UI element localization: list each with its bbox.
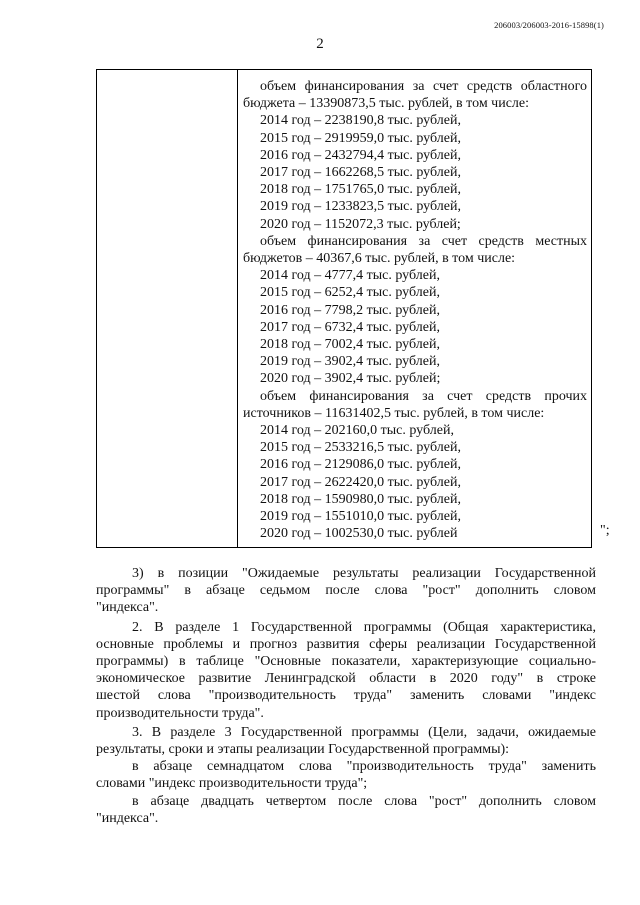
regional-year-row: 2018 год – 1751765,0 тыс. рублей, [260,182,461,198]
document-id: 206003/206003-2016-15898(1) [494,20,604,30]
other-year-row: 2015 год – 2533216,5 тыс. рублей, [260,440,461,456]
paragraph-section-2 [96,619,596,722]
other-year-row: 2014 год – 202160,0 тыс. рублей, [260,423,454,439]
local-year-row: 2014 год – 4777,4 тыс. рублей, [260,268,440,284]
paragraph-line: словами "индекс производительности труда"; [96,776,368,792]
other-year-row: 2019 год – 1551010,0 тыс. рублей, [260,509,461,525]
paragraph-line: в абзаце семнадцатом слова "производительность труда" заменить [132,759,596,775]
paragraph-line: основные проблемы и прогноз развития сферы реализации Государственной [96,636,596,652]
table-column-divider [237,70,238,547]
local-year-row: 2015 год – 6252,4 тыс. рублей, [260,285,440,301]
regional-year-row: 2017 год – 1662268,5 тыс. рублей, [260,165,461,181]
paragraph-section-3 [96,724,596,758]
other-heading-line1: объем финансирования за счет средств прочих [260,388,587,404]
regional-year-row: 2015 год – 2919959,0 тыс. рублей, [260,130,461,146]
paragraph-abzac-17 [96,758,596,792]
regional-year-row: 2016 год – 2432794,4 тыс. рублей, [260,147,461,163]
paragraph-line: "индекса". [96,810,159,826]
regional-heading-line1: объем финансирования за счет средств областного [260,79,587,94]
financing-table [96,69,592,548]
paragraph-line: в абзаце двадцать четвертом после слова "рост" дополнить словом [132,793,596,809]
paragraph-line: программы" в абзаце седьмом после слова "рост" дополнить словом [96,583,596,599]
paragraph-line: программы) в таблице "Основные показатели, характеризующие социально- [96,654,596,670]
other-year-row: 2018 год – 1590980,0 тыс. рублей, [260,491,461,507]
other-year-row: 2017 год – 2622420,0 тыс. рублей, [260,474,461,490]
paragraph-line: 2. В разделе 1 Государственной программы (Общая характеристика, [132,619,596,635]
other-year-row: 2020 год – 1002530,0 тыс. рублей [260,526,458,542]
other-year-row: 2016 год – 2129086,0 тыс. рублей, [260,457,461,473]
financing-cell [243,78,587,542]
paragraph-line: результаты, сроки и этапы реализации Государственной программы): [96,742,510,758]
local-year-row: 2018 год – 7002,4 тыс. рублей, [260,337,440,353]
paragraph-line: "индекса". [96,600,159,616]
paragraph-line: шестой слова "производительность труда" заменить словами "индекс [96,688,596,704]
local-year-row: 2019 год – 3902,4 тыс. рублей, [260,354,440,370]
other-heading-line2: источников – 11631402,5 тыс. рублей, в том числе: [243,405,545,421]
document-body [96,565,596,827]
local-heading-line1: объем финансирования за счет средств местных [260,233,587,249]
local-year-row: 2017 год – 6732,4 тыс. рублей, [260,319,440,335]
regional-year-row: 2014 год – 2238190,8 тыс. рублей, [260,113,461,129]
paragraph-line: 3. В разделе 3 Государственной программы (Цели, задачи, ожидаемые [132,724,596,740]
paragraph-line: производительности труда". [96,705,264,721]
page-number: 2 [316,36,324,52]
paragraph-item-3 [96,565,596,617]
regional-year-row: 2019 год – 1233823,5 тыс. рублей, [260,199,461,215]
paragraph-line: экономическое развитие Ленинградской области в 2020 году" в строке [96,671,596,687]
regional-heading-line2: бюджета – 13390873,5 тыс. рублей, в том числе: [243,96,530,112]
closing-quote-mark: "; [600,523,610,538]
paragraph-line: 3) в позиции "Ожидаемые результаты реализации Государственной [132,566,596,581]
paragraph-abzac-24 [96,793,596,827]
local-year-row: 2020 год – 3902,4 тыс. рублей; [260,371,441,387]
local-year-row: 2016 год – 7798,2 тыс. рублей, [260,302,440,318]
regional-year-row: 2020 год – 1152072,3 тыс. рублей; [260,216,461,232]
local-heading-line2: бюджетов – 40367,6 тыс. рублей, в том числе: [243,251,516,267]
